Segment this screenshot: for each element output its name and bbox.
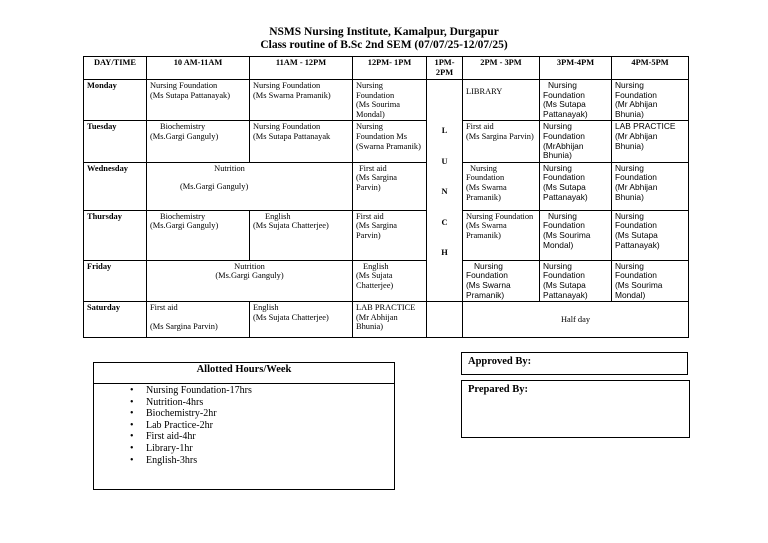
class-cell: Nursing Foundation (Mr Abhijan Bhunia) bbox=[612, 162, 689, 210]
class-cell: First aid (Ms Sargina Parvin) bbox=[353, 210, 427, 260]
class-cell: Nursing Foundation (Ms Swarna Pramanik) bbox=[250, 80, 353, 121]
class-cell: Nursing Foundation (Ms Sutapa Pattanayak) bbox=[147, 80, 250, 121]
half-day-cell: Half day bbox=[463, 302, 689, 338]
list-item: • Library-1hr bbox=[94, 443, 394, 455]
class-routine-table bbox=[83, 56, 689, 338]
class-cell: Nursing Foundation (Ms Swarna Pramanik) bbox=[463, 260, 540, 301]
col-header-10am: 10 AM-11AM bbox=[147, 57, 250, 80]
col-header-daytime: DAY/TIME bbox=[84, 57, 147, 80]
row-tuesday bbox=[84, 121, 689, 162]
class-cell: First aid (Ms Sargina Parvin) bbox=[147, 302, 250, 338]
class-cell: Nursing Foundation (Ms Swarna Pramanik) bbox=[463, 210, 540, 260]
class-cell: Biochemistry (Ms.Gargi Ganguly) bbox=[147, 210, 250, 260]
day-label: Friday bbox=[84, 260, 147, 301]
class-cell: First aid (Ms Sargina Parvin) bbox=[353, 162, 427, 210]
class-cell: Nursing Foundation (Ms Swarna Pramanik) bbox=[463, 162, 540, 210]
lunch-empty-cell bbox=[427, 302, 463, 338]
prepared-by-box bbox=[461, 380, 690, 438]
class-cell: LAB PRACTICE (Mr Abhijan Bhunia) bbox=[612, 121, 689, 162]
class-cell: Nursing Foundation (Ms Sutapa Pattanayak) bbox=[540, 260, 612, 301]
row-wednesday bbox=[84, 162, 689, 210]
row-thursday bbox=[84, 210, 689, 260]
lunch-break-cell: L U N C H bbox=[427, 80, 463, 302]
day-label: Monday bbox=[84, 80, 147, 121]
header-row bbox=[84, 57, 689, 80]
list-item: • Nutrition-4hrs bbox=[94, 397, 394, 409]
row-friday bbox=[84, 260, 689, 301]
list-item: • Biochemistry-2hr bbox=[94, 408, 394, 420]
class-cell: Nursing Foundation (Ms Sutapa Pattanayak) bbox=[612, 210, 689, 260]
class-cell: Nursing Foundation (Ms Sourima Mondal) bbox=[612, 260, 689, 301]
list-item: • Nursing Foundation-17hrs bbox=[94, 385, 394, 397]
col-header-12pm: 12PM- 1PM bbox=[353, 57, 427, 80]
approved-by-box bbox=[461, 352, 688, 375]
allotted-hours-list bbox=[94, 385, 394, 466]
day-label: Wednesday bbox=[84, 162, 147, 210]
institute-title: NSMS Nursing Institute, Kamalpur, Durgapur bbox=[269, 26, 499, 38]
class-cell: LAB PRACTICE (Mr Abhijan Bhunia) bbox=[353, 302, 427, 338]
class-cell: Nursing Foundation (Ms Sourima Mondal) bbox=[353, 80, 427, 121]
approved-by-label: Approved By: bbox=[468, 356, 532, 367]
routine-subtitle: Class routine of B.Sc 2nd SEM (07/07/25-12/07/25) bbox=[260, 39, 508, 51]
class-cell: Nursing Foundation (Ms Sutapa Pattanayak) bbox=[540, 80, 612, 121]
row-saturday bbox=[84, 302, 689, 338]
col-header-4pm: 4PM-5PM bbox=[612, 57, 689, 80]
day-label: Saturday bbox=[84, 302, 147, 338]
class-cell: Nursing Foundation (Ms Sutapa Pattanayak) bbox=[540, 162, 612, 210]
class-cell: Nursing Foundation (MrAbhijan Bhunia) bbox=[540, 121, 612, 162]
col-header-3pm: 3PM-4PM bbox=[540, 57, 612, 80]
class-cell: Nutrition (Ms.Gargi Ganguly) bbox=[147, 162, 353, 210]
col-header-11am: 11AM - 12PM bbox=[250, 57, 353, 80]
class-cell: First aid (Ms Sargina Parvin) bbox=[463, 121, 540, 162]
class-cell: Nursing Foundation (Mr Abhijan Bhunia) bbox=[612, 80, 689, 121]
class-cell: Nursing Foundation (Ms Sutapa Pattanayak bbox=[250, 121, 353, 162]
col-header-2pm: 2PM - 3PM bbox=[463, 57, 540, 80]
day-label: Thursday bbox=[84, 210, 147, 260]
list-item: • Lab Practice-2hr bbox=[94, 420, 394, 432]
allotted-hours-box bbox=[93, 362, 395, 490]
prepared-by-label: Prepared By: bbox=[468, 384, 528, 395]
class-cell: Nursing Foundation (Ms Sourima Mondal) bbox=[540, 210, 612, 260]
col-header-1pm: 1PM-2PM bbox=[427, 57, 463, 80]
class-cell: English (Ms Sujata Chatterjee) bbox=[250, 302, 353, 338]
class-cell: Biochemistry (Ms.Gargi Ganguly) bbox=[147, 121, 250, 162]
day-label: Tuesday bbox=[84, 121, 147, 162]
class-cell: LIBRARY bbox=[463, 80, 540, 121]
class-cell: Nutrition (Ms.Gargi Ganguly) bbox=[147, 260, 353, 301]
class-cell: English (Ms Sujata Chatterjee) bbox=[250, 210, 353, 260]
allotted-hours-title: Allotted Hours/Week bbox=[196, 364, 292, 375]
class-cell: English (Ms Sujata Chatterjee) bbox=[353, 260, 427, 301]
list-item: • First aid-4hr bbox=[94, 431, 394, 443]
row-monday bbox=[84, 80, 689, 121]
class-cell: Nursing Foundation Ms (Swarna Pramanik) bbox=[353, 121, 427, 162]
list-item: • English-3hrs bbox=[94, 455, 394, 467]
